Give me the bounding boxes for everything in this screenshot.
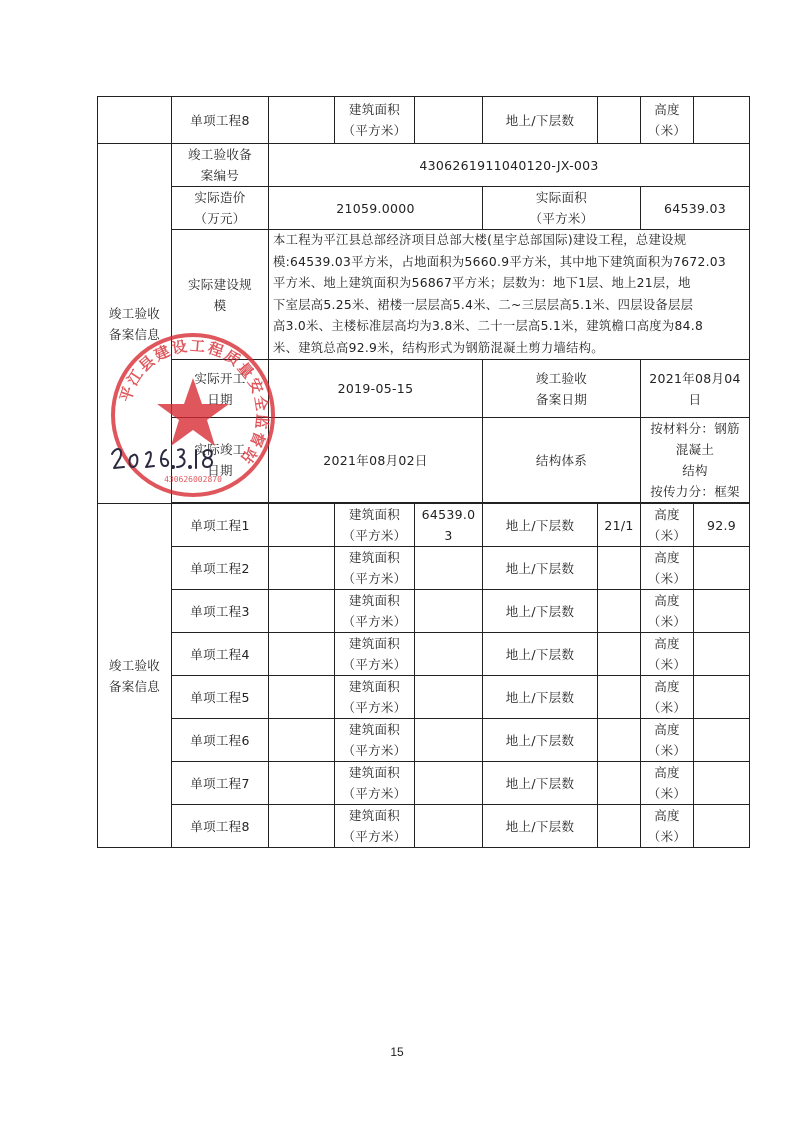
- item-floors-value: [598, 805, 641, 848]
- scale-line: 本工程为平江县总部经济项目总部大楼(星宇总部国际)建设工程，总建设规: [273, 233, 687, 247]
- item-height-label: 高度 （米）: [641, 633, 694, 676]
- item-name: 单项工程6: [172, 719, 269, 762]
- svg-text:430626002870: 430626002870: [164, 475, 222, 484]
- item-name: 单项工程5: [172, 676, 269, 719]
- item-height-value: [694, 547, 750, 590]
- item-empty-cell: [269, 547, 335, 590]
- item-floors-value: [598, 547, 641, 590]
- completion-date-value: 2021年08月02日: [269, 418, 483, 503]
- filing-date-label: 竣工验收 备案日期: [483, 360, 641, 418]
- scale-line: 模:64539.03平方米，占地面积为5660.9平方米，其中地下建筑面积为7672.03: [273, 254, 727, 269]
- item-area-label: 建筑面积 （平方米）: [335, 676, 415, 719]
- scale-line: 高3.0米、主楼标准层高均为3.8米、二十一层高5.1米，建筑檐口高度为84.8: [273, 319, 704, 333]
- filing-number-value: 4306261911040120-JX-003: [269, 144, 750, 187]
- construction-scale-description: [269, 230, 750, 360]
- item-name: 单项工程8: [172, 805, 269, 848]
- start-date-label: 实际开工 日期: [172, 360, 269, 418]
- top-row-project-name: 单项工程8: [172, 97, 269, 144]
- table-row: [98, 590, 750, 633]
- item-area-label: 建筑面积 （平方米）: [335, 590, 415, 633]
- item-empty-cell: [269, 504, 335, 547]
- item-area-value: [415, 590, 483, 633]
- item-height-value: [694, 676, 750, 719]
- item-floors-label: 地上/下层数: [483, 590, 598, 633]
- item-height-label: 高度 （米）: [641, 719, 694, 762]
- item-empty-cell: [269, 633, 335, 676]
- item-height-value: [694, 719, 750, 762]
- scale-line: 平方米、地上建筑面积为56867平方米；层数为：地下1层、地上21层，地: [273, 276, 691, 290]
- table-top-continuation: [97, 96, 750, 144]
- item-name: 单项工程1: [172, 504, 269, 547]
- completion-date-label: 实际竣工 日期: [172, 418, 269, 503]
- table-row: [98, 762, 750, 805]
- table-row: [98, 504, 750, 547]
- item-floors-value: [598, 762, 641, 805]
- top-row-empty-cell: [98, 97, 172, 144]
- item-floors-value: [598, 590, 641, 633]
- section-label-lower: 竣工验收 备案信息: [98, 504, 172, 848]
- table-row: [98, 805, 750, 848]
- item-height-value: 92.9: [694, 504, 750, 547]
- top-row-area-label: 建筑面积 （平方米）: [335, 97, 415, 144]
- item-floors-label: 地上/下层数: [483, 504, 598, 547]
- table-row: [98, 633, 750, 676]
- item-height-value: [694, 762, 750, 805]
- actual-area-value: 64539.03: [641, 187, 750, 230]
- start-date-value: 2019-05-15: [269, 360, 483, 418]
- item-name: 单项工程7: [172, 762, 269, 805]
- top-row-empty-cell: [269, 97, 335, 144]
- handwritten-signature: [108, 436, 220, 480]
- item-empty-cell: [269, 805, 335, 848]
- item-floors-label: 地上/下层数: [483, 719, 598, 762]
- section-label-upper: 竣工验收 备案信息: [98, 144, 172, 504]
- item-name: 单项工程2: [172, 547, 269, 590]
- item-floors-label: 地上/下层数: [483, 547, 598, 590]
- item-area-label: 建筑面积 （平方米）: [335, 719, 415, 762]
- item-area-value: 64539.0 3: [415, 504, 483, 547]
- item-area-label: 建筑面积 （平方米）: [335, 633, 415, 676]
- item-height-label: 高度 （米）: [641, 676, 694, 719]
- item-empty-cell: [269, 676, 335, 719]
- item-area-label: 建筑面积 （平方米）: [335, 504, 415, 547]
- filing-number-label: 竣工验收备 案编号: [172, 144, 269, 187]
- item-empty-cell: [269, 590, 335, 633]
- item-area-value: [415, 676, 483, 719]
- item-height-label: 高度 （米）: [641, 504, 694, 547]
- scale-line: 下室层高5.25米、裙楼一层层高5.4米、二~三层层高5.1米、四层设备层层: [273, 297, 694, 312]
- table-row: [98, 719, 750, 762]
- top-row-floors-value: [598, 97, 641, 144]
- item-area-value: [415, 547, 483, 590]
- item-name: 单项工程4: [172, 633, 269, 676]
- item-floors-label: 地上/下层数: [483, 762, 598, 805]
- top-row-floors-label: 地上/下层数: [483, 97, 598, 144]
- item-area-value: [415, 719, 483, 762]
- item-area-label: 建筑面积 （平方米）: [335, 547, 415, 590]
- item-height-label: 高度 （米）: [641, 762, 694, 805]
- item-area-value: [415, 633, 483, 676]
- item-floors-label: 地上/下层数: [483, 676, 598, 719]
- svg-text:平江县建设工程质量安全监督站: 平江县建设工程质量安全监督站: [116, 336, 272, 469]
- item-floors-value: [598, 676, 641, 719]
- table-row: [98, 547, 750, 590]
- item-area-label: 建筑面积 （平方米）: [335, 805, 415, 848]
- table-row: [98, 676, 750, 719]
- structure-system-label: 结构体系: [483, 418, 641, 503]
- item-height-value: [694, 590, 750, 633]
- top-row-height-label: 高度 （米）: [641, 97, 694, 144]
- item-empty-cell: [269, 719, 335, 762]
- item-empty-cell: [269, 762, 335, 805]
- item-height-value: [694, 805, 750, 848]
- item-area-value: [415, 762, 483, 805]
- scale-line: 米、建筑总高92.9米，结构形式为钢筋混凝土剪力墙结构。: [273, 340, 604, 355]
- item-floors-value: [598, 633, 641, 676]
- top-row-height-value: [694, 97, 750, 144]
- item-floors-label: 地上/下层数: [483, 633, 598, 676]
- item-floors-value: 21/1: [598, 504, 641, 547]
- actual-cost-value: 21059.0000: [269, 187, 483, 230]
- item-floors-label: 地上/下层数: [483, 805, 598, 848]
- item-name: 单项工程3: [172, 590, 269, 633]
- item-height-label: 高度 （米）: [641, 590, 694, 633]
- item-height-label: 高度 （米）: [641, 805, 694, 848]
- item-height-label: 高度 （米）: [641, 547, 694, 590]
- top-row-area-value: [415, 97, 483, 144]
- item-floors-value: [598, 719, 641, 762]
- item-height-value: [694, 633, 750, 676]
- construction-scale-label: 实际建设规 模: [172, 230, 269, 360]
- actual-area-label: 实际面积 （平方米）: [483, 187, 641, 230]
- page-number: 15: [390, 1045, 404, 1059]
- item-area-label: 建筑面积 （平方米）: [335, 762, 415, 805]
- item-area-value: [415, 805, 483, 848]
- filing-date-value: 2021年08月04日: [641, 360, 750, 418]
- actual-cost-label: 实际造价 （万元）: [172, 187, 269, 230]
- structure-system-value: 按材料分：钢筋混凝土 结构 按传力分：框架: [641, 418, 750, 503]
